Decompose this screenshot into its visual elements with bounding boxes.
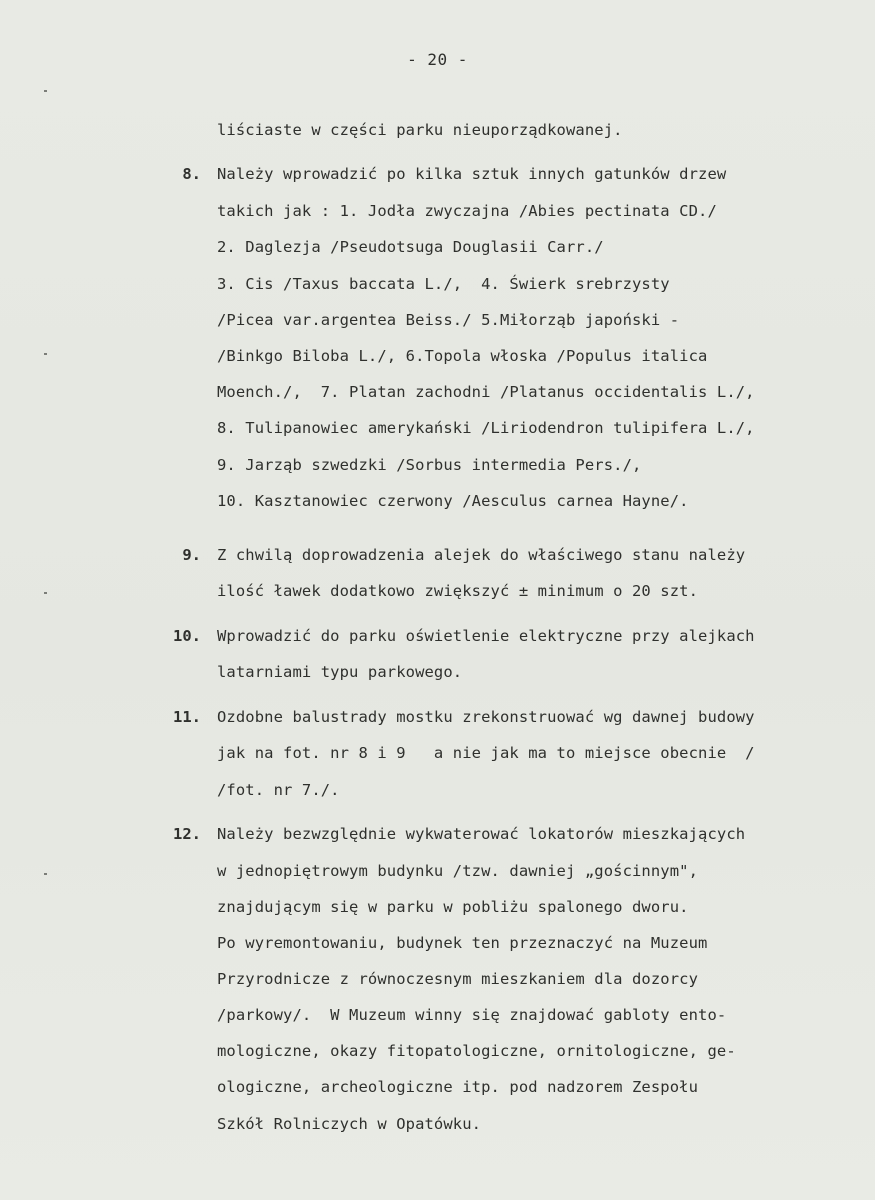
text-line: 10. Kasztanowiec czerwony /Aesculus carnea Hayne/.: [217, 492, 689, 510]
item-number: 11.: [173, 708, 201, 726]
text-line: Z chwilą doprowadzenia alejek do właściwego stanu należy: [217, 546, 746, 564]
text-line: /parkowy/. W Muzeum winny się znajdować gabloty ento-: [217, 1006, 727, 1024]
text-line: 3. Cis /Taxus baccata L./, 4. Świerk srebrzysty: [217, 275, 670, 293]
text-line: Po wyremontowaniu, budynek ten przeznaczyć na Muzeum: [217, 934, 708, 952]
text-line: Moench./, 7. Platan zachodni /Platanus occidentalis L./,: [217, 383, 755, 401]
margin-mark: [44, 592, 47, 594]
text-line: w jednopiętrowym budynku /tzw. dawniej „gościnnym",: [217, 862, 699, 880]
text-line: /fot. nr 7./.: [217, 781, 340, 799]
margin-mark: [44, 873, 47, 875]
text-line: Należy wprowadzić po kilka sztuk innych gatunków drzew: [217, 165, 727, 183]
item-number: 10.: [173, 627, 201, 645]
text-line: Ozdobne balustrady mostku zrekonstruować wg dawnej budowy: [217, 708, 755, 726]
text-line: jak na fot. nr 8 i 9 a nie jak ma to miejsce obecnie /: [217, 744, 755, 762]
text-line: takich jak : 1. Jodła zwyczajna /Abies pectinata CD./: [217, 202, 717, 220]
text-line: 8. Tulipanowiec amerykański /Liriodendron tulipifera L./,: [217, 419, 755, 437]
text-line: latarniami typu parkowego.: [217, 663, 463, 681]
text-line: Wprowadzić do parku oświetlenie elektryczne przy alejkach: [217, 627, 755, 645]
item-number: 9.: [182, 546, 201, 564]
text-line: ologiczne, archeologiczne itp. pod nadzorem Zespołu: [217, 1078, 699, 1096]
text-line: 2. Daglezja /Pseudotsuga Douglasii Carr./: [217, 238, 604, 256]
text-line: /Picea var.argentea Beiss./ 5.Miłorząb japoński -: [217, 311, 680, 329]
text-line: 9. Jarząb szwedzki /Sorbus intermedia Pers./,: [217, 456, 642, 474]
text-line: Przyrodnicze z równoczesnym mieszkaniem dla dozorcy: [217, 970, 699, 988]
margin-mark: [44, 90, 47, 92]
text-line: Należy bezwzględnie wykwaterować lokatorów mieszkających: [217, 825, 746, 843]
item-number: 12.: [173, 825, 201, 843]
item-number: 8.: [182, 165, 201, 183]
text-line: ilość ławek dodatkowo zwiększyć ± minimum o 20 szt.: [217, 582, 699, 600]
page-number: - 20 -: [407, 50, 468, 69]
text-line: liściaste w części parku nieuporządkowanej.: [217, 121, 623, 139]
text-line: znajdującym się w parku w pobliżu spalonego dworu.: [217, 898, 689, 916]
text-line: /Binkgo Biloba L./, 6.Topola włoska /Populus italica: [217, 347, 708, 365]
text-line: Szkół Rolniczych w Opatówku.: [217, 1115, 482, 1133]
text-line: mologiczne, okazy fitopatologiczne, ornitologiczne, ge-: [217, 1042, 736, 1060]
margin-mark: [44, 353, 47, 355]
